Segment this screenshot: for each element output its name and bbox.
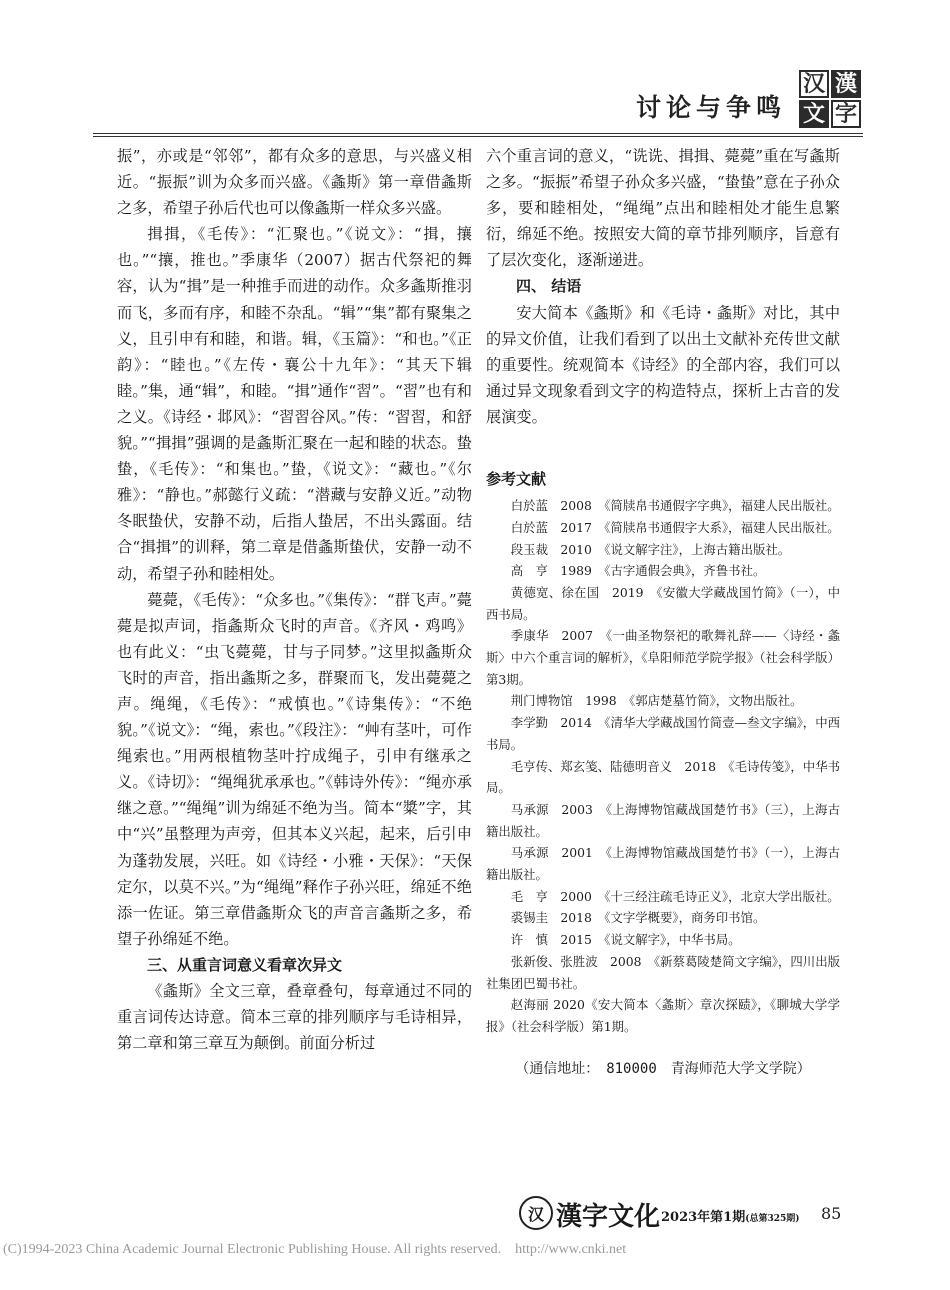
section-title: 讨论与争鸣 xyxy=(636,93,787,122)
reference-item: 荆门博物馆 1998 《郭店楚墓竹简》，文物出版社。 xyxy=(510,693,803,709)
section-3-heading: 三、从重言词意义看章次异文 xyxy=(147,955,343,974)
reference-item: 季康华 2007 《一曲圣物祭祀的歌舞礼辞——〈诗经・螽斯〉中六个重言词的解析》，《阜阳师范学院学报》（社会科学版）第3期。 xyxy=(486,628,840,687)
logo-char-4: 字 xyxy=(831,100,861,128)
reference-item: 黄德宽、徐在国 2019 《安徽大学藏战国竹简》（一），中西书局。 xyxy=(486,584,840,622)
logo-char-2: 漢 xyxy=(831,70,861,98)
reference-item: 李学勤 2014 《清华大学藏战国竹简壹—叁文字编》，中西书局。 xyxy=(486,715,840,752)
logo-char-1: 汉 xyxy=(799,70,829,98)
reference-item: 白於蓝 2008 《简牍帛书通假字字典》，福建人民出版社。 xyxy=(510,498,840,514)
reference-item: 白於蓝 2017 《简牍帛书通假字大系》，福建人民出版社。 xyxy=(510,519,840,535)
reference-item: 赵海丽 2020《安大简本〈螽斯〉章次探赜》，《聊城大学学报》（社会科学版）第1期。 xyxy=(486,997,840,1034)
left-paragraph-3: 薨薨，《毛传》：“众多也。”《集传》：“群飞声。”薨薨是拟声词，指螽斯众飞时的声音。《齐风・鸡鸣》也有此义：“虫飞薨薨，甘与子同梦。”这里拟螽斯众飞时的声音，指出螽斯之多，群聚而飞，发出薨薨之声。绳绳，《毛传》：“戒慎也。”《诗集传》：“不绝貌。”《说文》：“绳，索也。”《段注》：“艸有茎叶，可作绳索也。”用两根植物茎叶拧成绳子，引申有继承之义。《诗切》：“绳绳犹承承也。”《韩诗外传》：“绳亦承继之意。”“绳绳”训为绵延不绝为当。简本“䊢”字，其中“兴”虽整理为声旁，但其本义兴起，起来，后引申为蓬勃发展，兴旺。如《诗经・小雅・天保》：“天保定尔，以莫不兴。”为“绳绳”释作子孙兴旺，绵延不绝添一佐证。第三章借螽斯众飞的声音言螽斯之多，希望子孙绵延不绝。 xyxy=(117,590,472,948)
section-4-heading: 四、 结语 xyxy=(516,277,582,296)
issue-label: 2023年第1期 xyxy=(661,1210,746,1225)
reference-list xyxy=(486,495,840,1038)
reference-item: 马承源 2003 《上海博物馆藏战国楚竹书》（三），上海古籍出版社。 xyxy=(486,801,840,839)
journal-seal-icon: 汉 xyxy=(519,1196,553,1230)
reference-item: 许 慎 2015 《说文解字》，中华书局。 xyxy=(510,932,741,948)
issue-total: (总第325期) xyxy=(745,1214,800,1224)
reference-item: 马承源 2001 《上海博物馆藏战国楚竹书》（一），上海古籍出版社。 xyxy=(486,845,840,883)
header-divider-2 xyxy=(93,136,863,137)
journal-logo-icon xyxy=(799,70,861,128)
references-title: 参考文献 xyxy=(486,470,547,489)
reference-item: 裘锡圭 2018 《文字学概要》，商务印书馆。 xyxy=(510,910,766,926)
journal-name: 漢字文化 xyxy=(556,1202,661,1232)
correspondence-address: （通信地址： 810000 青海师范大学文学院） xyxy=(515,1060,811,1077)
reference-item: 段玉裁 2010 《说文解字注》，上海古籍出版社。 xyxy=(510,541,791,557)
left-paragraph-2: 揖揖，《毛传》：“汇聚也。”《说文》：“揖，攘也。”“攘，推也。”季康华（2007）据古代祭祀的舞容，认为“揖”是一种推手而进的动作。众多螽斯推羽而飞，多而有序，和睦不杂乱。“辑”“集”都有聚集之义，且引申有和睦，和谐。辑，《玉篇》：“和也。”《正韵》：“睦也。”《左传・襄公十九年》：“其天下辑睦。”集，通“辑”，和睦。“揖”通作“習”。“習”也有和之义。《诗经・邶风》：“習習谷风。”传：“習習，和舒貌。”“揖揖”强调的是螽斯汇聚在一起和睦的状态。蛰蛰，《毛传》：“和集也。”蛰，《说文》：“藏也。”《尔雅》：“静也。”郝懿行义疏：“潜藏与安静义近。”动物冬眠蛰伏，安静不动，后指人蛰居，不出头露面。结合“揖揖”的训释，第二章是借螽斯蛰伏，安静一动不动，希望子孙和睦相处。 xyxy=(117,225,472,583)
logo-char-3: 文 xyxy=(799,100,829,128)
right-column xyxy=(486,143,840,1082)
reference-item: 毛亨传、郑玄笺、陆德明音义 2018 《毛诗传笺》，中华书局。 xyxy=(486,758,840,796)
left-column xyxy=(117,143,472,1056)
reference-item: 张新俊、张胜波 2008 《新蔡葛陵楚简文字编》，四川出版社集团巴蜀书社。 xyxy=(486,953,840,991)
left-paragraph-1: 振”，亦或是“邻邻”，都有众多的意思，与兴盛义相近。“振振”训为众多而兴盛。《螽斯》第一章借螽斯之多，希望子孙后代也可以像螽斯一样众多兴盛。 xyxy=(117,147,472,218)
header-divider xyxy=(93,133,863,134)
issue-info xyxy=(661,1206,800,1225)
copyright-notice: (C)1994-2023 China Academic Journal Electronic Publishing House. All rights reserved. http://www.cnki.net xyxy=(3,1242,627,1257)
left-paragraph-4: 《螽斯》全文三章，叠章叠句，每章通过不同的重言词传达诗意。简本三章的排列顺序与毛诗相异，第二章和第三章互为颠倒。前面分析过 xyxy=(117,982,472,1053)
right-paragraph-2: 安大简本《螽斯》和《毛诗・螽斯》对比，其中的异文价值，让我们看到了以出土文献补充传世文献的重要性。统观简本《诗经》的全部内容，我们可以通过异文现象看到文字的构造特点，探析上古音的发展演变。 xyxy=(486,303,840,426)
page-number: 85 xyxy=(821,1204,842,1223)
right-paragraph-1: 六个重言词的意义，“诜诜、揖揖、薨薨”重在写螽斯之多。“振振”希望子孙众多兴盛，“蛰蛰”意在子孙众多，要和睦相处，“绳绳”点出和睦相处才能生息繁衍，绵延不绝。按照安大简的章节排列顺序，旨意有了层次变化，逐渐递进。 xyxy=(486,147,840,270)
reference-item: 毛 亨 2000 《十三经注疏毛诗正义》，北京大学出版社。 xyxy=(510,888,840,904)
reference-item: 高 亨 1989 《古字通假会典》，齐鲁书社。 xyxy=(510,563,766,579)
